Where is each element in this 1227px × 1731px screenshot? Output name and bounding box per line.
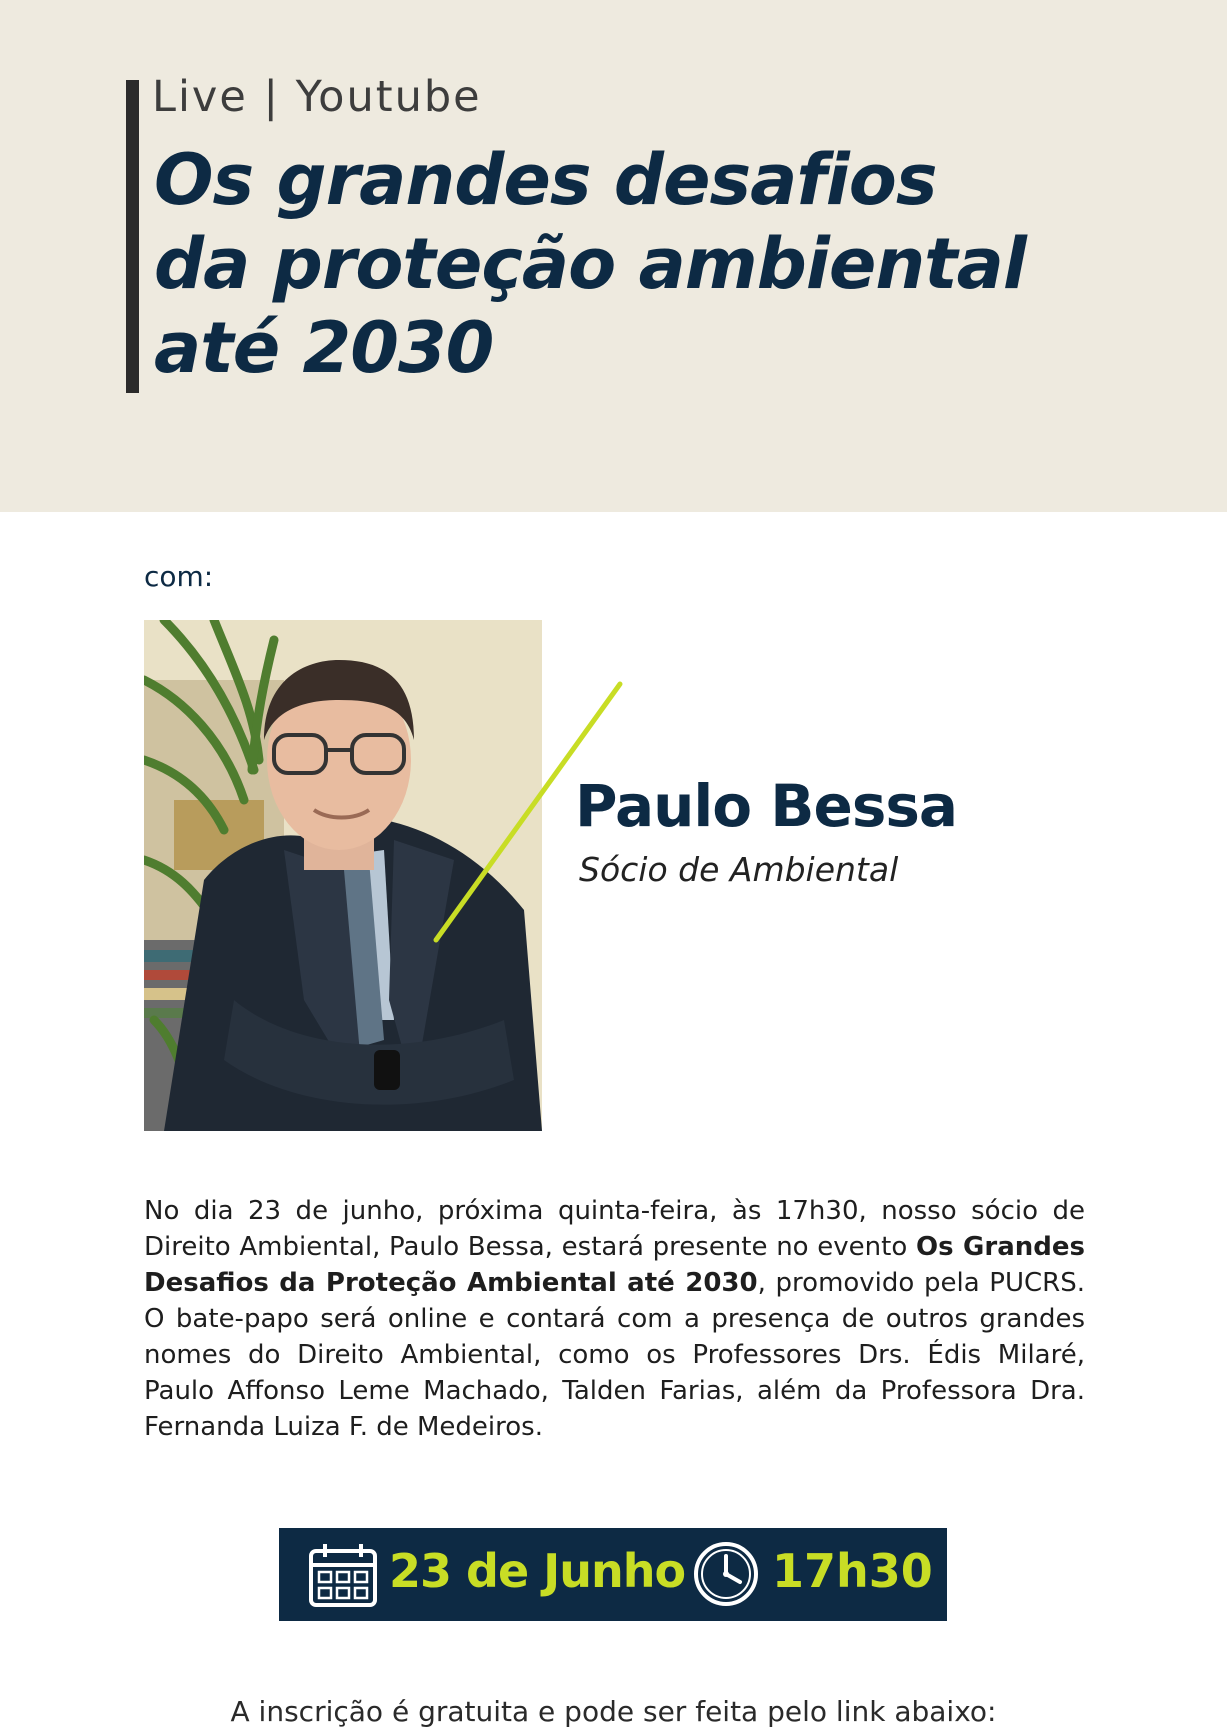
event-time: 17h30 (772, 1544, 933, 1598)
title-line-3: até 2030 (154, 307, 494, 389)
clock-icon (692, 1540, 760, 1608)
speaker-role: Sócio de Ambiental (579, 850, 899, 889)
calendar-icon (307, 1541, 379, 1609)
event-name-bold: Os Grandes Desafios da Proteção Ambiental até 2030 (144, 1232, 1085, 1298)
with-label: com: (144, 560, 214, 593)
signup-text: A inscrição é gratuita e pode ser feita pelo link abaixo: (230, 1695, 997, 1728)
description-intro: No dia 23 de junho, próxima quinta-feira, às 17h30, nosso sócio de Direito Ambiental, Paulo Bessa, estará presente no evento (144, 1196, 1085, 1262)
event-kicker: Live | Youtube (152, 72, 482, 122)
event-description (144, 1193, 1085, 1445)
event-date-banner (279, 1528, 947, 1621)
page-title (154, 138, 1174, 390)
title-line-2: da proteção ambiental (154, 223, 1026, 305)
event-date: 23 de Junho (389, 1544, 686, 1598)
header-accent-bar (126, 80, 139, 393)
speaker-name: Paulo Bessa (575, 772, 958, 840)
description-rest: , promovido pela PUCRS. O bate-papo será online e contará com a presença de outros grandes nomes do Direito Ambiental, como os Professores Drs. Édis Milaré, Paulo Affonso Leme Machado, Talden Farias, além da Professora Dra. Fernanda Luiza F. de Medeiros. (144, 1268, 1085, 1442)
title-line-1: Os grandes desafios (154, 139, 937, 221)
